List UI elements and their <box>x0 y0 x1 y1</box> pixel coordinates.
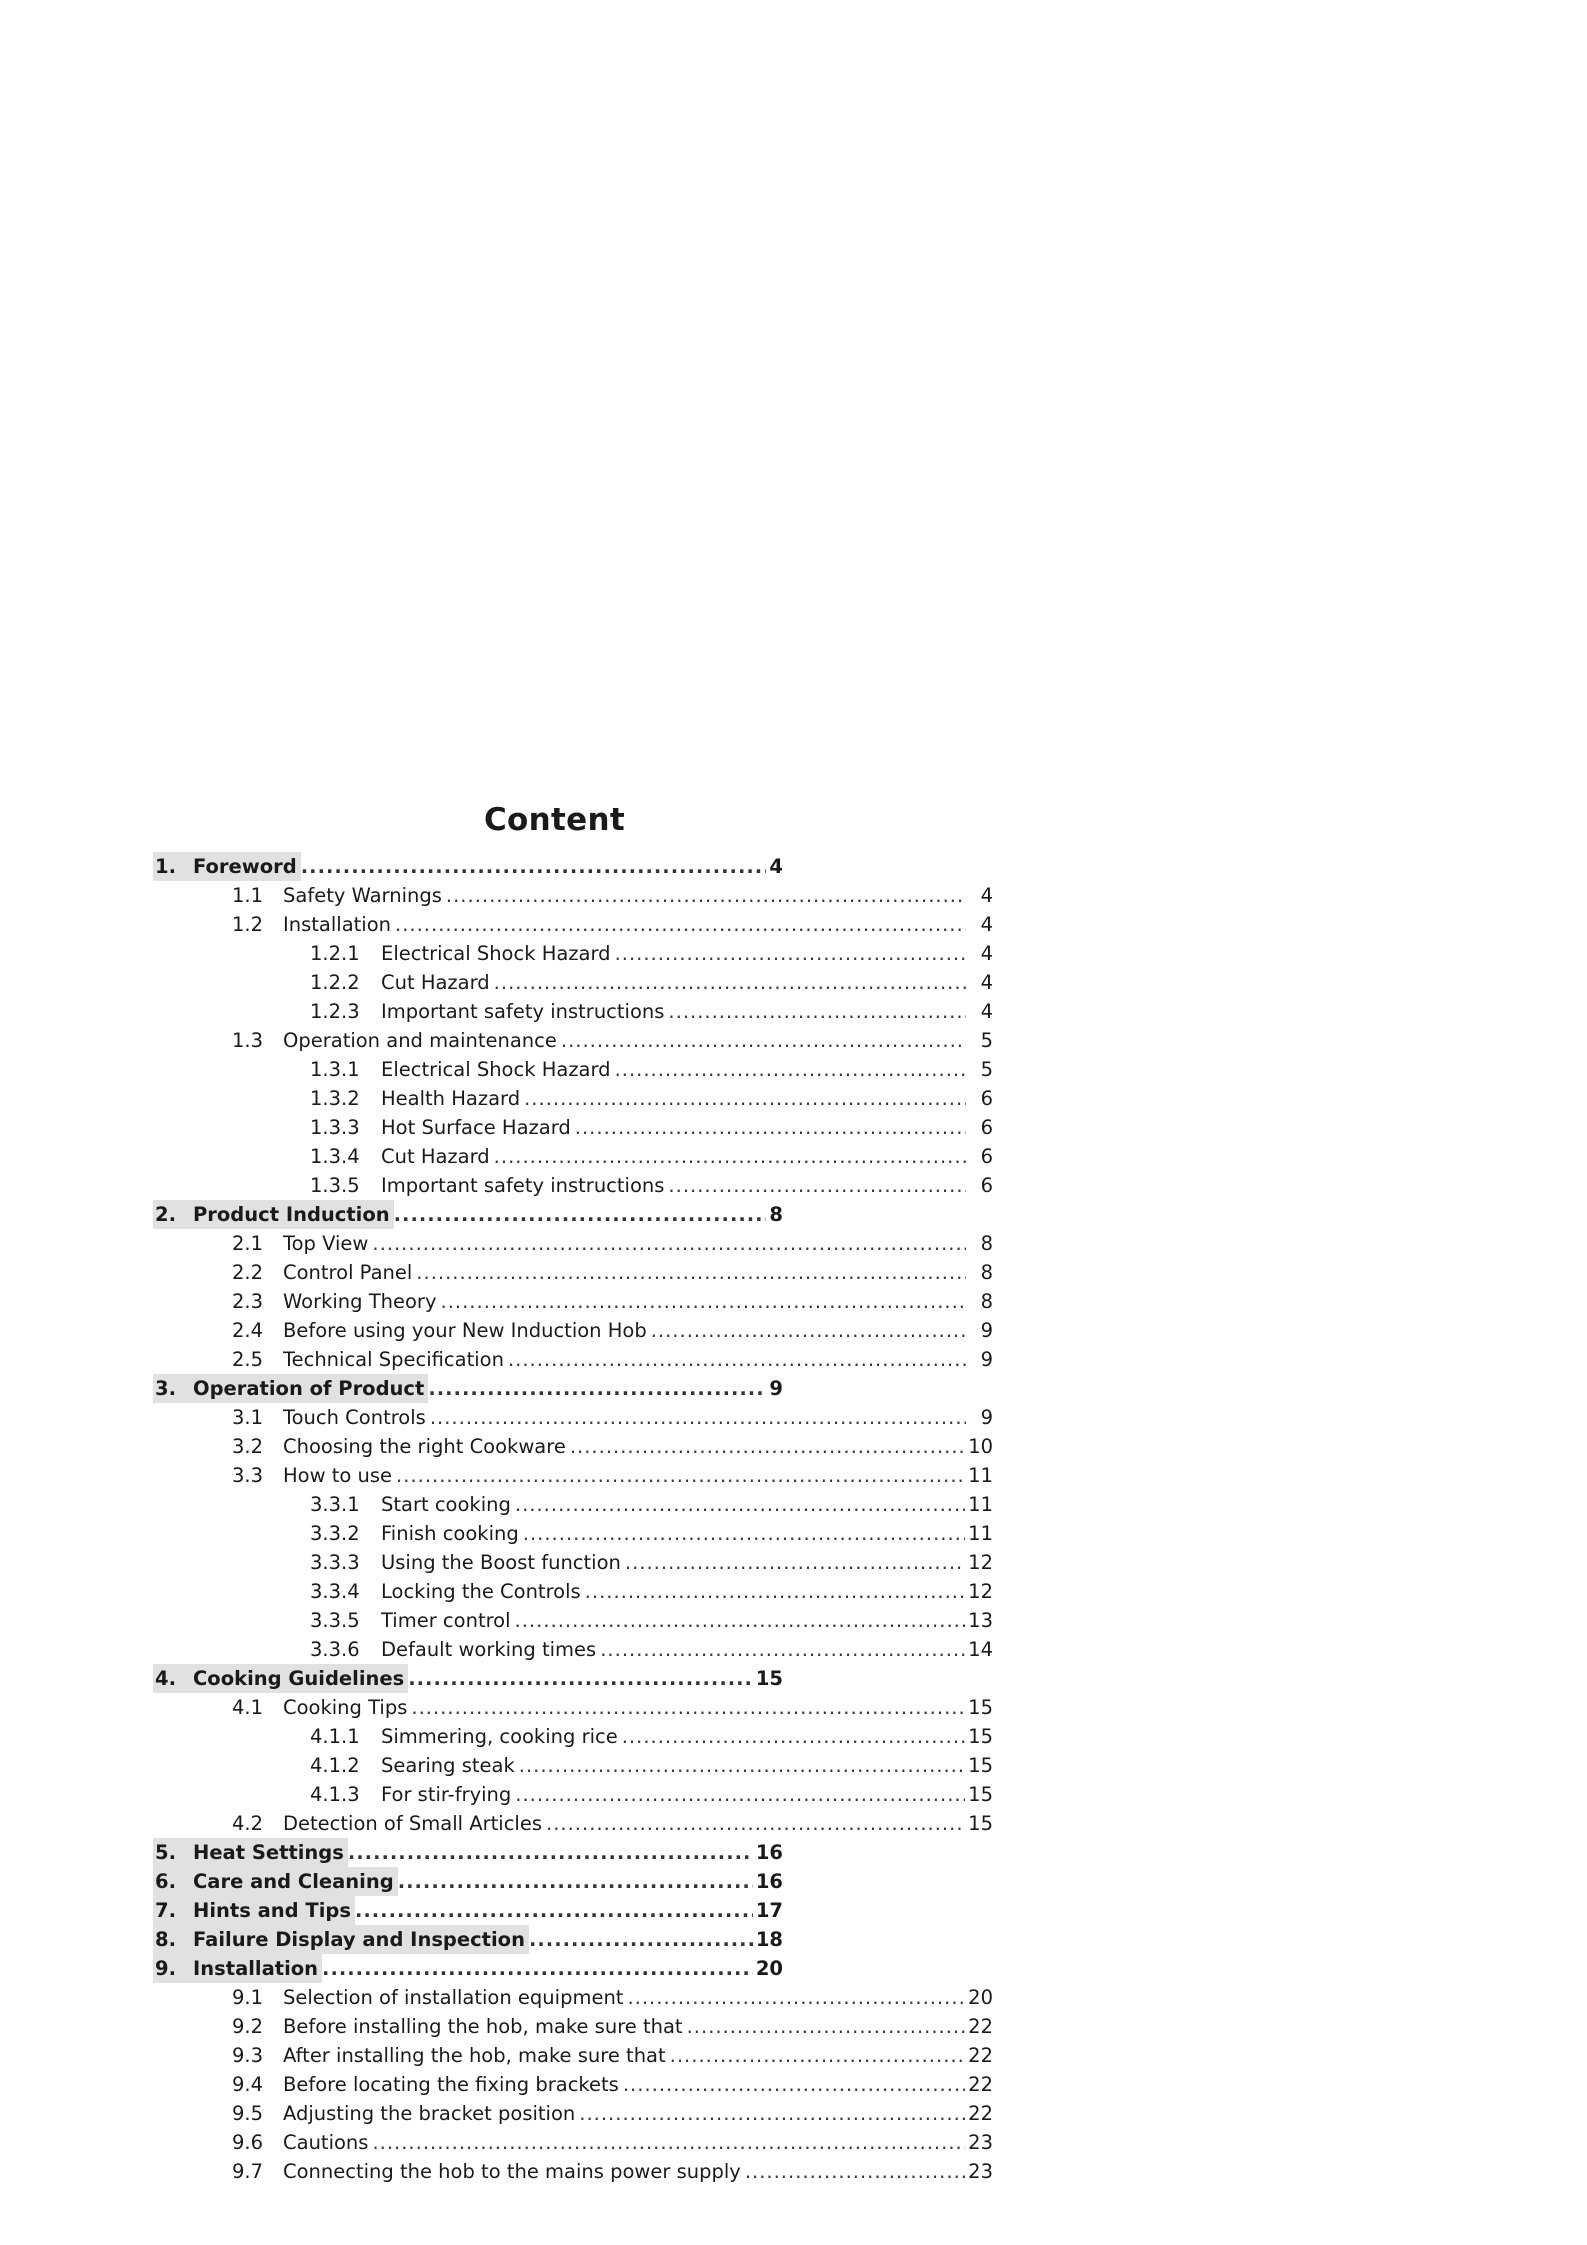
toc-entry-line <box>193 1200 783 1229</box>
toc-entry[interactable] <box>153 1345 993 1374</box>
toc-entry-line <box>283 881 993 910</box>
dot-leader <box>494 1142 966 1171</box>
toc-entry-title: Important safety instructions <box>381 1000 665 1023</box>
toc-entry-title: Hot Surface Hazard <box>381 1116 571 1139</box>
toc-entry[interactable] <box>153 997 993 1026</box>
toc-entry[interactable] <box>153 1171 993 1200</box>
toc-entry-number: 5. <box>153 1838 195 1867</box>
dot-leader <box>546 1809 965 1838</box>
toc-entry-title: Working Theory <box>283 1290 437 1313</box>
toc-entry-number: 3.3.4 <box>310 1580 360 1603</box>
toc-entry-number: 3.2 <box>232 1435 264 1458</box>
toc-entry-page: 18 <box>755 1928 783 1951</box>
toc-entry[interactable] <box>153 1780 993 1809</box>
toc-entry-number: 2.3 <box>232 1290 264 1313</box>
toc-entry-line <box>283 910 993 939</box>
toc-entry-line <box>283 2041 993 2070</box>
dot-leader <box>615 1055 966 1084</box>
toc-entry-number: 1.3.1 <box>310 1058 360 1081</box>
toc-entry-page: 16 <box>755 1841 783 1864</box>
dot-leader <box>395 910 966 939</box>
toc-entry-number: 9.6 <box>232 2131 264 2154</box>
dot-leader <box>687 2012 966 2041</box>
toc-entry-number: 1.3.5 <box>310 1174 360 1197</box>
toc-entry-page: 8 <box>980 1232 993 1255</box>
toc-entry[interactable] <box>153 1200 993 1229</box>
toc-entry-line <box>381 1142 993 1171</box>
dot-leader <box>579 2099 965 2128</box>
dot-leader <box>561 1026 966 1055</box>
toc-entry-page: 16 <box>755 1870 783 1893</box>
dot-leader <box>441 1287 967 1316</box>
toc-entry-number: 3. <box>153 1374 195 1403</box>
toc-entry-line <box>381 1548 993 1577</box>
toc-entry-page: 8 <box>980 1290 993 1313</box>
toc-entry-title: Connecting the hob to the mains power supply <box>283 2160 741 2183</box>
toc-entry-line <box>381 1519 993 1548</box>
toc-entry-title: Electrical Shock Hazard <box>381 1058 611 1081</box>
toc-entry[interactable] <box>153 1693 993 1722</box>
toc-entry-page: 4 <box>980 913 993 936</box>
toc-entry-line <box>283 1316 993 1345</box>
toc-entry-number: 1.2.2 <box>310 971 360 994</box>
toc-entry-title: Top View <box>283 1232 369 1255</box>
toc-entry[interactable] <box>153 1432 993 1461</box>
toc-entry-title: Operation and maintenance <box>283 1029 557 1052</box>
toc-entry-page: 15 <box>968 1725 993 1748</box>
toc-entry-number: 9. <box>153 1954 195 1983</box>
toc-entry[interactable] <box>153 1809 993 1838</box>
dot-leader <box>575 1113 966 1142</box>
toc-entry-page: 12 <box>968 1551 993 1574</box>
toc-entry-page: 4 <box>980 884 993 907</box>
toc-entry-page: 11 <box>968 1522 993 1545</box>
toc-entry-line <box>381 1722 993 1751</box>
toc-entry-title: Before installing the hob, make sure that <box>283 2015 683 2038</box>
toc-entry-title: Safety Warnings <box>283 884 442 907</box>
dot-leader <box>515 1490 965 1519</box>
dot-leader <box>372 2128 965 2157</box>
dot-leader <box>523 1519 965 1548</box>
toc-entry-page: 13 <box>968 1609 993 1632</box>
dot-leader <box>519 1751 965 1780</box>
toc-entry[interactable] <box>153 1548 993 1577</box>
dot-leader <box>615 939 966 968</box>
dot-leader <box>394 1200 767 1229</box>
toc-entry-title: Electrical Shock Hazard <box>381 942 611 965</box>
toc-entry-number: 4.1.3 <box>310 1783 360 1806</box>
toc-entry-number: 2.5 <box>232 1348 264 1371</box>
toc-entry-number: 1.3 <box>232 1029 264 1052</box>
toc-entry-line <box>381 1780 993 1809</box>
toc-entry-title: After installing the hob, make sure that <box>283 2044 666 2067</box>
toc-entry-number: 9.2 <box>232 2015 264 2038</box>
dot-leader <box>668 1171 966 1200</box>
toc-entry-line <box>381 1577 993 1606</box>
toc-entry-page: 10 <box>968 1435 993 1458</box>
toc-entry-line <box>283 1693 993 1722</box>
toc-entry-number: 3.1 <box>232 1406 264 1429</box>
toc-entry-page: 8 <box>980 1261 993 1284</box>
toc-entry-page: 8 <box>769 1203 783 1226</box>
dot-leader <box>430 1403 966 1432</box>
toc-entry[interactable] <box>153 1635 993 1664</box>
toc-entry-number: 3.3.3 <box>310 1551 360 1574</box>
toc-entry[interactable] <box>153 1751 993 1780</box>
toc-entry-title: Hints and Tips <box>193 1896 355 1925</box>
toc-entry[interactable] <box>153 1983 993 2012</box>
toc-entry[interactable] <box>153 1838 993 1867</box>
toc-entry-title: Before using your New Induction Hob <box>283 1319 647 1342</box>
toc-entry-title: Timer control <box>381 1609 511 1632</box>
toc-entry[interactable] <box>153 1084 993 1113</box>
toc-entry-title: Important safety instructions <box>381 1174 665 1197</box>
toc-entry-line <box>381 1113 993 1142</box>
toc-entry-page: 4 <box>769 855 783 878</box>
toc-entry-number: 4. <box>153 1664 195 1693</box>
toc-entry[interactable] <box>153 1026 993 1055</box>
toc-entry-page: 22 <box>968 2102 993 2125</box>
toc-entry[interactable] <box>153 939 993 968</box>
dot-leader <box>515 1780 965 1809</box>
toc-entry-page: 6 <box>980 1116 993 1139</box>
toc-entry-title: Selection of installation equipment <box>283 1986 624 2009</box>
toc-entry-title: Using the Boost function <box>381 1551 621 1574</box>
toc-entry-title: For stir-frying <box>381 1783 512 1806</box>
toc-entry-number: 9.7 <box>232 2160 264 2183</box>
dot-leader <box>355 1896 753 1925</box>
toc-entry-title: Simmering, cooking rice <box>381 1725 618 1748</box>
toc-entry[interactable] <box>153 1113 993 1142</box>
toc-entry-page: 6 <box>980 1174 993 1197</box>
toc-entry-page: 23 <box>968 2131 993 2154</box>
toc-entry[interactable] <box>153 1664 993 1693</box>
toc-entry[interactable] <box>153 2041 993 2070</box>
toc-entry[interactable] <box>153 968 993 997</box>
toc-entry-title: Failure Display and Inspection <box>193 1925 529 1954</box>
toc-entry-line <box>283 1287 993 1316</box>
toc-entry-page: 9 <box>769 1377 783 1400</box>
toc-entry-page: 17 <box>755 1899 783 1922</box>
toc-entry-number: 2.2 <box>232 1261 264 1284</box>
toc-entry-title: Finish cooking <box>381 1522 519 1545</box>
toc-entry-number: 2.4 <box>232 1319 264 1342</box>
toc-entry-number: 3.3.2 <box>310 1522 360 1545</box>
toc-entry-title: Cut Hazard <box>381 971 490 994</box>
toc-entry-page: 23 <box>968 2160 993 2183</box>
toc-entry-line <box>283 2099 993 2128</box>
toc-entry[interactable] <box>153 2157 993 2186</box>
toc-entry-line <box>381 968 993 997</box>
toc-entry-page: 6 <box>980 1145 993 1168</box>
toc-entry[interactable] <box>153 1316 993 1345</box>
toc-entry[interactable] <box>153 1896 993 1925</box>
toc-entry-number: 1.3.3 <box>310 1116 360 1139</box>
toc-entry-number: 1.2 <box>232 913 264 936</box>
dot-leader <box>348 1838 753 1867</box>
dot-leader <box>585 1577 966 1606</box>
toc-entry-title: Detection of Small Articles <box>283 1812 542 1835</box>
dot-leader <box>570 1432 965 1461</box>
toc-entry-number: 2.1 <box>232 1232 264 1255</box>
toc-entry[interactable] <box>153 910 993 939</box>
toc-entry-number: 1.1 <box>232 884 264 907</box>
toc-entry-page: 20 <box>755 1957 783 1980</box>
toc-entry[interactable] <box>153 1142 993 1171</box>
toc-entry-line <box>381 1084 993 1113</box>
toc-entry-line <box>283 1026 993 1055</box>
toc-entry-number: 3.3 <box>232 1464 264 1487</box>
toc-entry-title: Cooking Guidelines <box>193 1664 408 1693</box>
toc-entry-number: 3.3.6 <box>310 1638 360 1661</box>
toc-entry-number: 9.4 <box>232 2073 264 2096</box>
toc-entry-line <box>283 1809 993 1838</box>
toc-entry-title: Cautions <box>283 2131 369 2154</box>
toc-entry[interactable] <box>153 1229 993 1258</box>
toc-entry-number: 9.5 <box>232 2102 264 2125</box>
toc-entry-page: 14 <box>968 1638 993 1661</box>
toc-entry[interactable] <box>153 2012 993 2041</box>
toc-entry-title: Care and Cleaning <box>193 1867 398 1896</box>
toc-entry-number: 6. <box>153 1867 195 1896</box>
toc-entry-line <box>283 1403 993 1432</box>
toc-entry-number: 1.2.1 <box>310 942 360 965</box>
dot-leader <box>515 1606 966 1635</box>
toc-entry-page: 15 <box>968 1812 993 1835</box>
toc-entry-title: Product Induction <box>193 1200 394 1229</box>
toc-entry-line <box>381 997 993 1026</box>
toc-entry[interactable] <box>153 1954 993 1983</box>
toc-entry[interactable] <box>153 1374 993 1403</box>
toc-entry-page: 11 <box>968 1493 993 1516</box>
toc-entry-page: 4 <box>980 971 993 994</box>
dot-leader <box>625 1548 965 1577</box>
toc-entry-line <box>283 2128 993 2157</box>
toc-entry-title: Choosing the right Cookware <box>283 1435 566 1458</box>
dot-leader <box>668 997 966 1026</box>
toc-entry-title: Before locating the fixing brackets <box>283 2073 619 2096</box>
toc-entry-number: 3.3.1 <box>310 1493 360 1516</box>
toc-entry-page: 20 <box>968 1986 993 2009</box>
toc-entry-line <box>381 1055 993 1084</box>
toc-entry-line <box>381 1751 993 1780</box>
toc-entry-line <box>381 1490 993 1519</box>
dot-leader <box>651 1316 966 1345</box>
toc-entry-line <box>283 1432 993 1461</box>
toc-entry-title: Installation <box>193 1954 322 1983</box>
toc-entry-line <box>283 2070 993 2099</box>
toc-entry-line <box>283 1345 993 1374</box>
toc-entry-line <box>193 1867 783 1896</box>
toc-entry-title: Control Panel <box>283 1261 413 1284</box>
toc-entry-number: 4.1.2 <box>310 1754 360 1777</box>
toc-entry-number: 9.1 <box>232 1986 264 2009</box>
dot-leader <box>622 1722 965 1751</box>
dot-leader <box>529 1925 753 1954</box>
toc-entry-page: 15 <box>968 1783 993 1806</box>
toc-entry-title: Touch Controls <box>283 1406 426 1429</box>
toc-entry-line <box>193 1838 783 1867</box>
toc-entry-line <box>381 1635 993 1664</box>
toc-entry-page: 5 <box>980 1058 993 1081</box>
toc-entry-title: Default working times <box>381 1638 597 1661</box>
toc-entry[interactable] <box>153 1722 993 1751</box>
toc-entry-line <box>283 1461 993 1490</box>
toc-entry-number: 7. <box>153 1896 195 1925</box>
toc-entry-title: Foreword <box>193 852 301 881</box>
toc-entry-title: How to use <box>283 1464 393 1487</box>
table-of-contents <box>153 852 993 2186</box>
dot-leader <box>411 1693 965 1722</box>
toc-entry-page: 6 <box>980 1087 993 1110</box>
toc-entry-line <box>193 1664 783 1693</box>
toc-entry-line <box>193 852 783 881</box>
toc-entry[interactable] <box>153 1867 993 1896</box>
toc-entry[interactable] <box>153 1925 993 1954</box>
toc-entry-title: Heat Settings <box>193 1838 348 1867</box>
dot-leader <box>416 1258 966 1287</box>
toc-entry-line <box>381 1606 993 1635</box>
toc-entry-line <box>193 1896 783 1925</box>
page-title: Content <box>484 802 625 838</box>
toc-entry-number: 1. <box>153 852 195 881</box>
toc-entry-line <box>283 1983 993 2012</box>
dot-leader <box>372 1229 966 1258</box>
toc-entry-page: 15 <box>968 1696 993 1719</box>
toc-entry-line <box>381 1171 993 1200</box>
toc-entry[interactable] <box>153 1606 993 1635</box>
toc-entry-page: 15 <box>755 1667 783 1690</box>
toc-entry-title: Installation <box>283 913 392 936</box>
toc-entry-number: 4.1 <box>232 1696 264 1719</box>
toc-entry-title: Technical Specification <box>283 1348 504 1371</box>
toc-entry-line <box>381 939 993 968</box>
dot-leader <box>508 1345 966 1374</box>
toc-entry-page: 22 <box>968 2015 993 2038</box>
toc-entry-page: 4 <box>980 1000 993 1023</box>
toc-entry-number: 4.2 <box>232 1812 264 1835</box>
toc-entry-number: 9.3 <box>232 2044 264 2067</box>
dot-leader <box>670 2041 966 2070</box>
toc-entry-number: 4.1.1 <box>310 1725 360 1748</box>
toc-entry-title: Operation of Product <box>193 1374 428 1403</box>
toc-entry[interactable] <box>153 2070 993 2099</box>
toc-entry-title: Health Hazard <box>381 1087 521 1110</box>
toc-entry-page: 9 <box>980 1406 993 1429</box>
dot-leader <box>494 968 966 997</box>
toc-entry[interactable] <box>153 1055 993 1084</box>
toc-entry-title: Start cooking <box>381 1493 511 1516</box>
toc-entry-page: 11 <box>968 1464 993 1487</box>
dot-leader <box>322 1954 753 1983</box>
toc-entry[interactable] <box>153 2128 993 2157</box>
toc-entry-page: 22 <box>968 2044 993 2067</box>
toc-entry[interactable] <box>153 881 993 910</box>
toc-entry-page: 9 <box>980 1319 993 1342</box>
toc-entry-title: Adjusting the bracket position <box>283 2102 576 2125</box>
dot-leader <box>398 1867 753 1896</box>
toc-entry[interactable] <box>153 1577 993 1606</box>
toc-entry-page: 9 <box>980 1348 993 1371</box>
toc-entry[interactable] <box>153 1461 993 1490</box>
toc-entry-number: 1.3.2 <box>310 1087 360 1110</box>
dot-leader <box>745 2157 965 2186</box>
dot-leader <box>524 1084 966 1113</box>
toc-entry[interactable] <box>153 1258 993 1287</box>
dot-leader <box>396 1461 965 1490</box>
toc-entry-line <box>283 2012 993 2041</box>
toc-entry-number: 1.3.4 <box>310 1145 360 1168</box>
toc-entry-number: 2. <box>153 1200 195 1229</box>
toc-entry[interactable] <box>153 852 993 881</box>
toc-entry-number: 3.3.5 <box>310 1609 360 1632</box>
toc-entry-page: 5 <box>980 1029 993 1052</box>
toc-entry[interactable] <box>153 1490 993 1519</box>
dot-leader <box>627 1983 965 2012</box>
toc-entry-number: 1.2.3 <box>310 1000 360 1023</box>
toc-entry-title: Locking the Controls <box>381 1580 581 1603</box>
toc-entry-title: Searing steak <box>381 1754 515 1777</box>
toc-entry[interactable] <box>153 1287 993 1316</box>
toc-entry[interactable] <box>153 1403 993 1432</box>
toc-entry-line <box>283 1258 993 1287</box>
dot-leader <box>428 1374 766 1403</box>
dot-leader <box>446 881 966 910</box>
toc-entry-number: 8. <box>153 1925 195 1954</box>
toc-entry-line <box>193 1374 783 1403</box>
toc-entry-page: 4 <box>980 942 993 965</box>
toc-entry-line <box>283 2157 993 2186</box>
toc-entry-page: 22 <box>968 2073 993 2096</box>
toc-entry-title: Cooking Tips <box>283 1696 408 1719</box>
toc-entry-title: Cut Hazard <box>381 1145 490 1168</box>
toc-entry[interactable] <box>153 2099 993 2128</box>
toc-entry[interactable] <box>153 1519 993 1548</box>
toc-entry-line <box>283 1229 993 1258</box>
dot-leader <box>301 852 767 881</box>
toc-entry-page: 15 <box>968 1754 993 1777</box>
toc-entry-line <box>193 1925 783 1954</box>
toc-entry-line <box>193 1954 783 1983</box>
dot-leader <box>623 2070 965 2099</box>
dot-leader <box>600 1635 965 1664</box>
toc-entry-page: 12 <box>968 1580 993 1603</box>
dot-leader <box>408 1664 753 1693</box>
